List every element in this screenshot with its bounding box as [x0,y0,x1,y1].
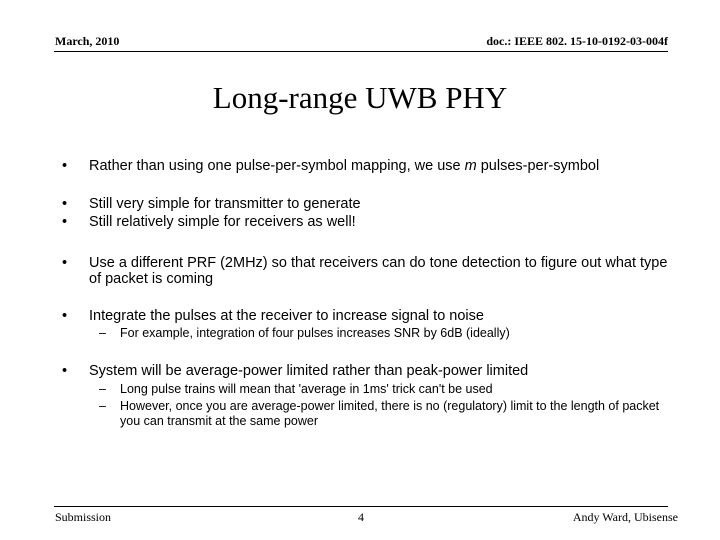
sub-bullet-marker: – [99,326,106,340]
bullet-marker: • [62,308,68,324]
sub-bullet-marker: – [99,399,106,413]
footer-divider [54,506,668,507]
bullet-marker: • [62,214,68,230]
bullet-text: Still relatively simple for receivers as well! [89,214,356,230]
bullet-text: Rather than using one pulse-per-symbol mapping, we use m pulses-per-symbol [89,158,600,174]
sub-bullet-text: For example, integration of four pulses increases SNR by 6dB (ideally) [120,326,510,340]
header-doc-id: doc.: IEEE 802. 15-10-0192-03-004f [486,34,668,48]
bullet-text: System will be average-power limited rather than peak-power limited [89,363,529,379]
bullet-marker: • [62,255,68,271]
bullet-emphasis: m [464,158,477,174]
slide-title: Long-range UWB PHY [212,80,508,115]
header-date: March, 2010 [55,34,120,48]
sub-bullet-text: However, once you are average-power limited, there is no (regulatory) limit to the length of packet you can transmit at the same power [120,399,660,428]
bullet-text: Integrate the pulses at the receiver to increase signal to noise [89,308,484,324]
footer-submission: Submission [55,510,112,524]
bullet-marker: • [62,196,68,212]
footer-author: Andy Ward, Ubisense [572,510,678,524]
header-divider [54,51,668,52]
page-number: 4 [358,510,364,524]
sub-bullet-marker: – [99,382,106,396]
bullet-text: Still very simple for transmitter to generate [89,196,361,212]
sub-bullet-text: Long pulse trains will mean that 'average in 1ms' trick can't be used [120,382,493,396]
bullet-marker: • [62,363,68,379]
bullet-text: Use a different PRF (2MHz) so that receivers can do tone detection to figure out what type of packet is coming [89,255,668,287]
bullet-marker: • [62,158,68,174]
